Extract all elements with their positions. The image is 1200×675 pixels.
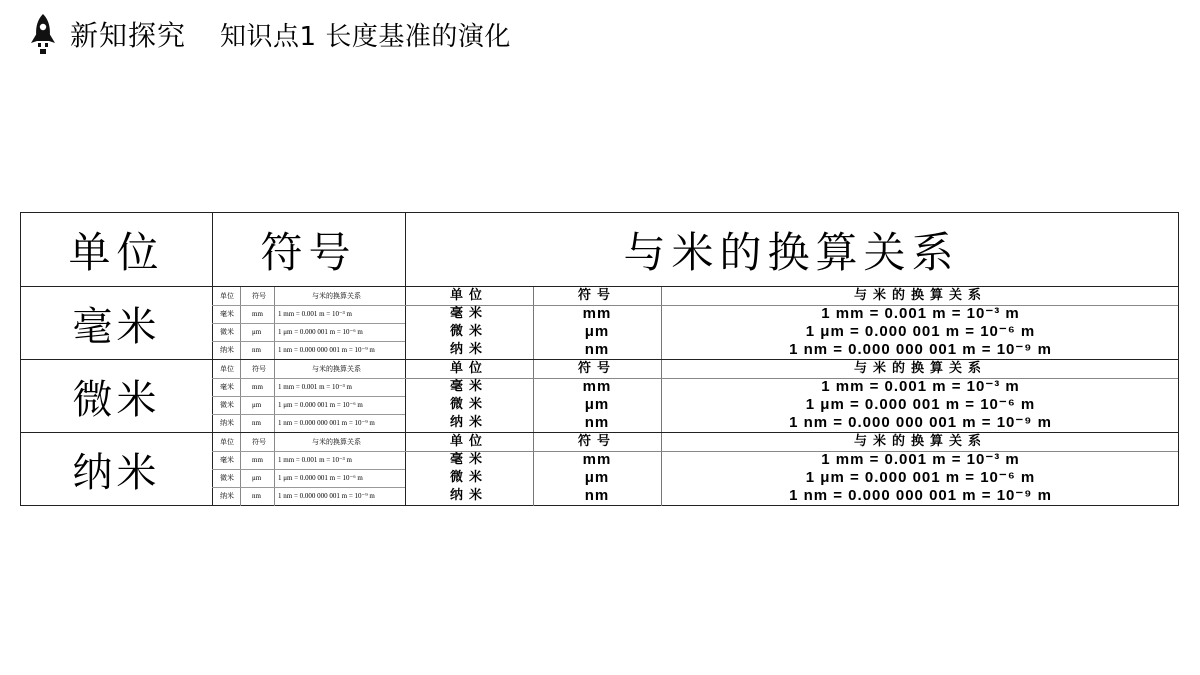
topic-title: 知识点1 长度基准的演化 [220, 21, 511, 52]
rocket-icon [28, 13, 58, 55]
header-symbol: 符号 [260, 227, 357, 277]
embedded-table-image: 单位 符号 与米的换算关系 毫米 mm 1 mm = 0.001 m = 10⁻³ m 微米 μm 1 μm = 0.000 001 m = 10⁻⁶ m 纳米 nm 1 nm = 0.000 000 001 m = 10⁻⁹ m [405, 287, 1178, 360]
header-relation: 与米的换算关系 [623, 227, 960, 277]
unit-cell-um: 微米 [72, 377, 161, 423]
mini-table-image: 单位 符号 与米的换算关系 毫米 mm 1 mm = 0.001 m = 10⁻³ m 微米 μm 1 μm = 0.000 001 m = 10⁻⁶ m 纳米 nm 1 nm = 0.000 000 001 m = 10⁻⁹ m [212, 287, 405, 360]
embedded-table-image: 单位 符号 与米的换算关系 毫米 mm 1 mm = 0.001 m = 10⁻³ m 微米 μm 1 μm = 0.000 001 m = 10⁻⁶ m 纳米 nm 1 nm = 0.000 000 001 m = 10⁻⁹ m [405, 360, 1178, 433]
mini-table-image: 单位 符号 与米的换算关系 毫米 mm 1 mm = 0.001 m = 10⁻³ m 微米 μm 1 μm = 0.000 001 m = 10⁻⁶ m 纳米 nm 1 nm = 0.000 000 001 m = 10⁻⁹ m [212, 360, 405, 433]
header-unit: 单位 [68, 227, 165, 277]
embedded-table-image: 单位 符号 与米的换算关系 毫米 mm 1 mm = 0.001 m = 10⁻³ m 微米 μm 1 μm = 0.000 001 m = 10⁻⁶ m 纳米 nm 1 nm = 0.000 000 001 m = 10⁻⁹ m [405, 433, 1178, 506]
slide-header [28, 12, 511, 56]
symbol-column [212, 213, 406, 505]
section-title: 新知探究 [70, 19, 187, 52]
unit-conversion-table [20, 212, 1179, 506]
unit-cell-mm: 毫米 [72, 304, 161, 350]
relation-column [405, 213, 1178, 505]
mini-table-image: 单位 符号 与米的换算关系 毫米 mm 1 mm = 0.001 m = 10⁻³ m 微米 μm 1 μm = 0.000 001 m = 10⁻⁶ m 纳米 nm 1 nm = 0.000 000 001 m = 10⁻⁹ m [212, 433, 405, 506]
unit-cell-nm: 纳米 [72, 450, 161, 496]
unit-column [21, 213, 213, 505]
